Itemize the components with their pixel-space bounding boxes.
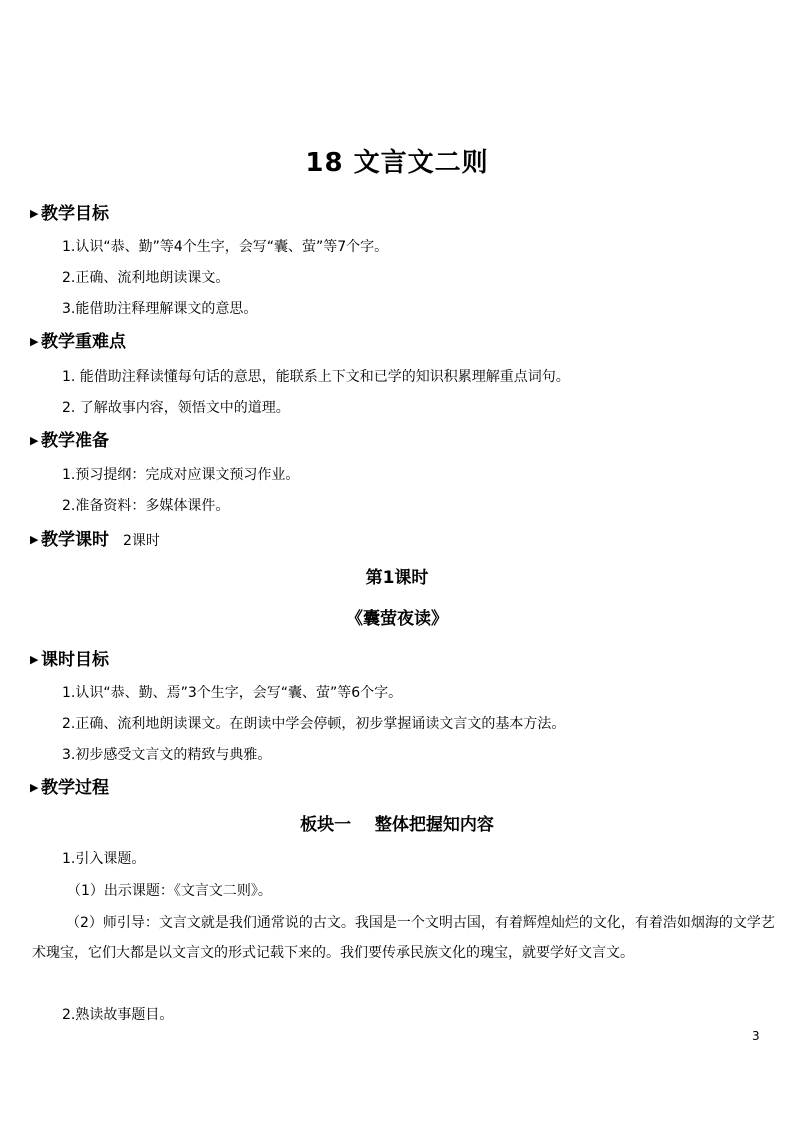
preparation-item-1: 1.预习提纲：完成对应课文预习作业。 [62,467,300,483]
triangle-bullet-icon: ▶ [30,434,39,447]
process-step-1-sub-1: （1）出示课题：《文言文二则》。 [67,883,272,899]
key-point-item-1: 1. 能借助注释读懂每句话的意思，能联系上下文和已学的知识积累理解重点词句。 [62,369,570,385]
key-point-item-2: 2. 了解故事内容，领悟文中的道理。 [62,400,290,416]
goal-item-3: 3.能借助注释理解课文的意思。 [62,301,258,317]
section-heading-key-points-text: 教学重难点 [41,332,126,352]
process-step-1-sub-2: （2）师引导：文言文就是我们通常说的古文。我国是一个文明古国，有着辉煌灿烂的文化，有着浩如烟海的文学艺术瑰宝，它们大都是以文言文的形式记载下来的。我们要传承民族文化的瑰宝，就要学好文言文。 [32,915,775,961]
section-heading-lesson-goals-text: 课时目标 [41,650,109,670]
goal-item-1: 1.认识“恭、勤”等4个生字，会写“囊、萤”等7个字。 [62,239,389,255]
triangle-bullet-icon: ▶ [30,207,39,220]
triangle-bullet-icon: ▶ [30,335,39,348]
process-step-1: 1.引入课题。 [62,851,146,867]
section-heading-periods [30,528,160,553]
period-title: 第1课时 [365,568,429,588]
section-heading-lesson-goals [30,648,109,672]
section-heading-key-points [30,330,126,354]
process-step-2: 2.熟读故事题目。 [62,1007,174,1023]
section-heading-periods-text: 教学课时 [41,530,109,550]
text-title: 《囊萤夜读》 [346,609,448,629]
preparation-item-2: 2.准备资料：多媒体课件。 [62,498,230,514]
page-number: 3 [752,1029,760,1043]
triangle-bullet-icon: ▶ [30,533,39,546]
lesson-goal-item-1: 1.认识“恭、勤、焉”3个生字，会写“囊、萤”等6个字。 [62,685,403,701]
section-heading-preparation-text: 教学准备 [41,431,109,451]
lesson-goal-item-2: 2.正确、流利地朗读课文。在朗读中学会停顿，初步掌握诵读文言文的基本方法。 [62,716,566,732]
block-title: 板块一 整体把握知内容 [300,815,494,835]
triangle-bullet-icon: ▶ [30,781,39,794]
section-heading-preparation [30,429,109,453]
section-heading-goals-text: 教学目标 [41,204,109,224]
section-heading-process [30,776,109,800]
section-heading-goals [30,202,109,226]
triangle-bullet-icon: ▶ [30,653,39,666]
page-title: 18 文言文二则 [305,148,489,178]
lesson-goal-item-3: 3.初步感受文言文的精致与典雅。 [62,747,272,763]
goal-item-2: 2.正确、流利地朗读课文。 [62,270,230,286]
section-heading-process-text: 教学过程 [41,778,109,798]
periods-value: 2课时 [123,533,160,549]
